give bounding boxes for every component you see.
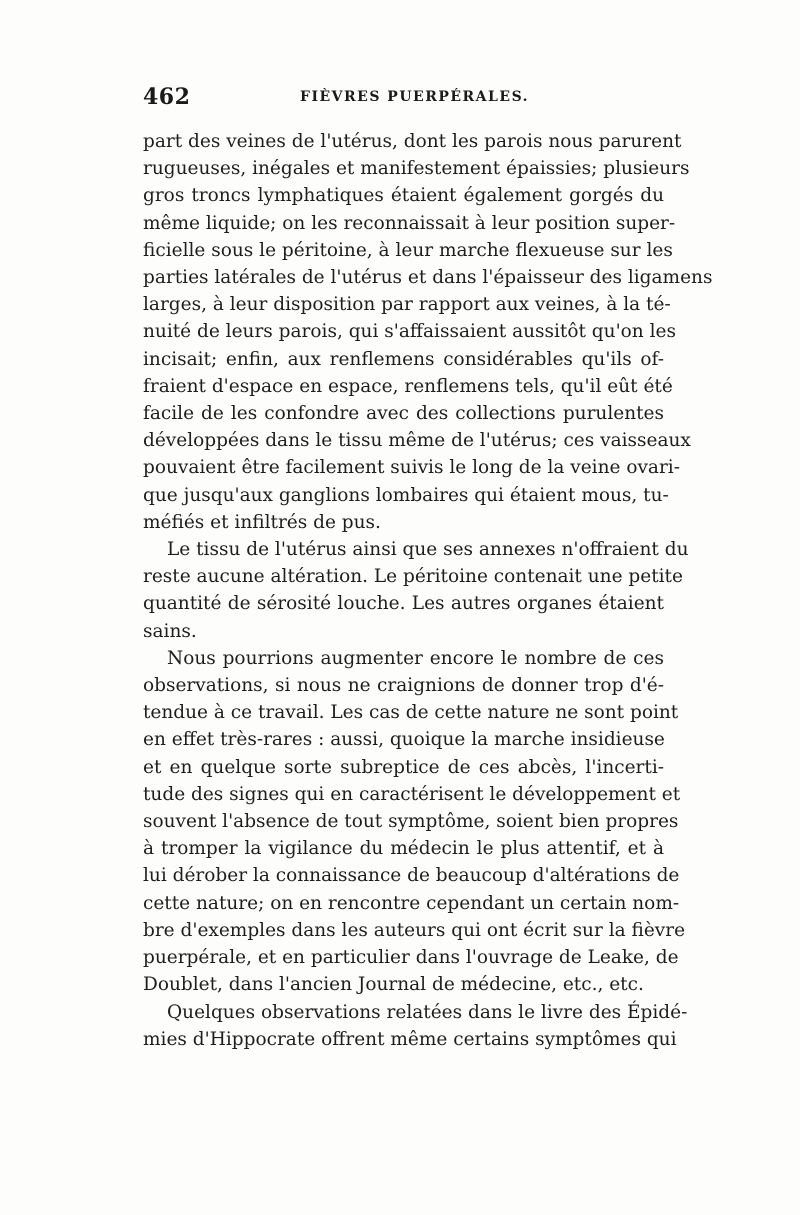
text-line: tendue à ce travail. Les cas de cette nature ne sont point (143, 702, 679, 724)
text-line: en effet très-rares : aussi, quoique la marche insidieuse (143, 729, 665, 751)
text-line: méfiés et infiltrés de pus. (143, 511, 381, 533)
text-line: rugueuses, inégales et manifestement épaissies; plusieurs (143, 158, 690, 180)
body-text (143, 128, 713, 1053)
text-line: tude des signes qui en caractérisent le développement et (143, 783, 681, 805)
text-line: Doublet, dans l'ancien Journal de médecine, etc., etc. (143, 974, 644, 996)
text-line: souvent l'absence de tout symptôme, soient bien propres (143, 811, 679, 833)
text-line: que jusqu'aux ganglions lombaires qui étaient mous, tu- (143, 484, 669, 506)
text-line: parties latérales de l'utérus et dans l'épaisseur des ligamens (143, 267, 713, 289)
text-line: gros troncs lymphatiques étaient également gorgés du (143, 185, 664, 207)
page-number: 462 (143, 84, 191, 110)
text-line: fraient d'espace en espace, renflemens tels, qu'il eût été (143, 375, 673, 397)
text-line: sains. (143, 620, 197, 642)
text-line: puerpérale, et en particulier dans l'ouvrage de Leake, de (143, 947, 679, 969)
page-header (143, 84, 663, 118)
text-line: part des veines de l'utérus, dont les parois nous parurent (143, 131, 682, 152)
text-line: nuité de leurs parois, qui s'affaissaient aussitôt qu'on les (143, 321, 676, 343)
text-line: ficielle sous le péritoine, à leur marche flexueuse sur les (143, 239, 673, 261)
text-line: et en quelque sorte subreptice de ces abcès, l'incerti- (143, 756, 664, 778)
paragraph (143, 536, 689, 645)
text-line: mies d'Hippocrate offrent même certains symptômes qui (143, 1028, 677, 1050)
text-line: bre d'exemples dans les auteurs qui ont écrit sur la fièvre (143, 919, 686, 941)
running-title: FIÈVRES PUERPÉRALES. (300, 89, 530, 105)
text-line: pouvaient être facilement suivis le long de la veine ovari- (143, 457, 680, 479)
text-line: Quelques observations relatées dans le livre des Épidé- (167, 1001, 688, 1023)
text-line: développées dans le tissu même de l'utérus; ces vaisseaux (143, 430, 691, 452)
paragraph (143, 999, 688, 1053)
text-line: Nous pourrions augmenter encore le nombre de ces (167, 647, 664, 669)
text-line: lui dérober la connaissance de beaucoup d'altérations de (143, 865, 680, 887)
paragraph (143, 645, 686, 999)
text-line: incisait; enfin, aux renflemens considérables qu'ils of- (143, 348, 664, 370)
text-line: larges, à leur disposition par rapport aux veines, à la té- (143, 294, 671, 316)
text-line: observations, si nous ne craignions de donner trop d'é- (143, 675, 664, 697)
text-line: même liquide; on les reconnaissait à leur position super- (143, 212, 676, 234)
text-line: à tromper la vigilance du médecin le plus attentif, et à (143, 838, 664, 860)
text-line: reste aucune altération. Le péritoine contenait une petite (143, 566, 683, 588)
paragraph (143, 128, 713, 536)
text-line: quantité de sérosité louche. Les autres organes étaient (143, 593, 664, 615)
text-line: Le tissu de l'utérus ainsi que ses annexes n'offraient du (167, 539, 689, 561)
text-line: cette nature; on en rencontre cependant un certain nom- (143, 892, 680, 914)
text-line: facile de les confondre avec des collections purulentes (143, 403, 664, 425)
